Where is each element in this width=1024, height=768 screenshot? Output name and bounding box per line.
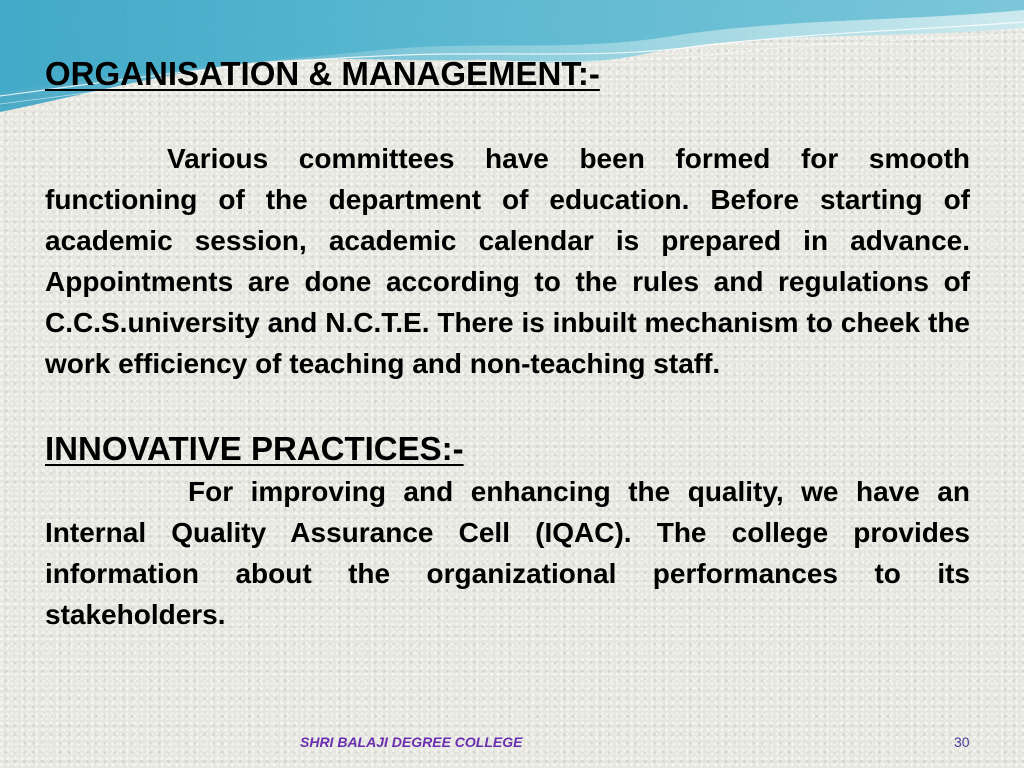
section-heading-organisation: ORGANISATION & MANAGEMENT:- [45,55,600,92]
slide-content [45,52,970,635]
footer-page-number: 30 [954,734,970,750]
section-heading-innovative-practices: INNOVATIVE PRACTICES:- [45,430,464,467]
footer-college-name: SHRI BALAJI DEGREE COLLEGE [300,734,523,750]
organisation-paragraph: Various committees have been formed for smooth functioning of the department of education. Before starting of academic session, academic calendar is prepared in advance. Appointments are done according to the rules and regulations of C.C.S.university and N.C.T.E. There is inbuilt mechanism to cheek the work efficiency of teaching and non-teaching staff. [45,143,970,379]
innovative-practices-paragraph: For improving and enhancing the quality, we have an Internal Quality Assurance Cell (IQAC). The college provides information about the organizational performances to its stakeholders. [45,476,970,630]
